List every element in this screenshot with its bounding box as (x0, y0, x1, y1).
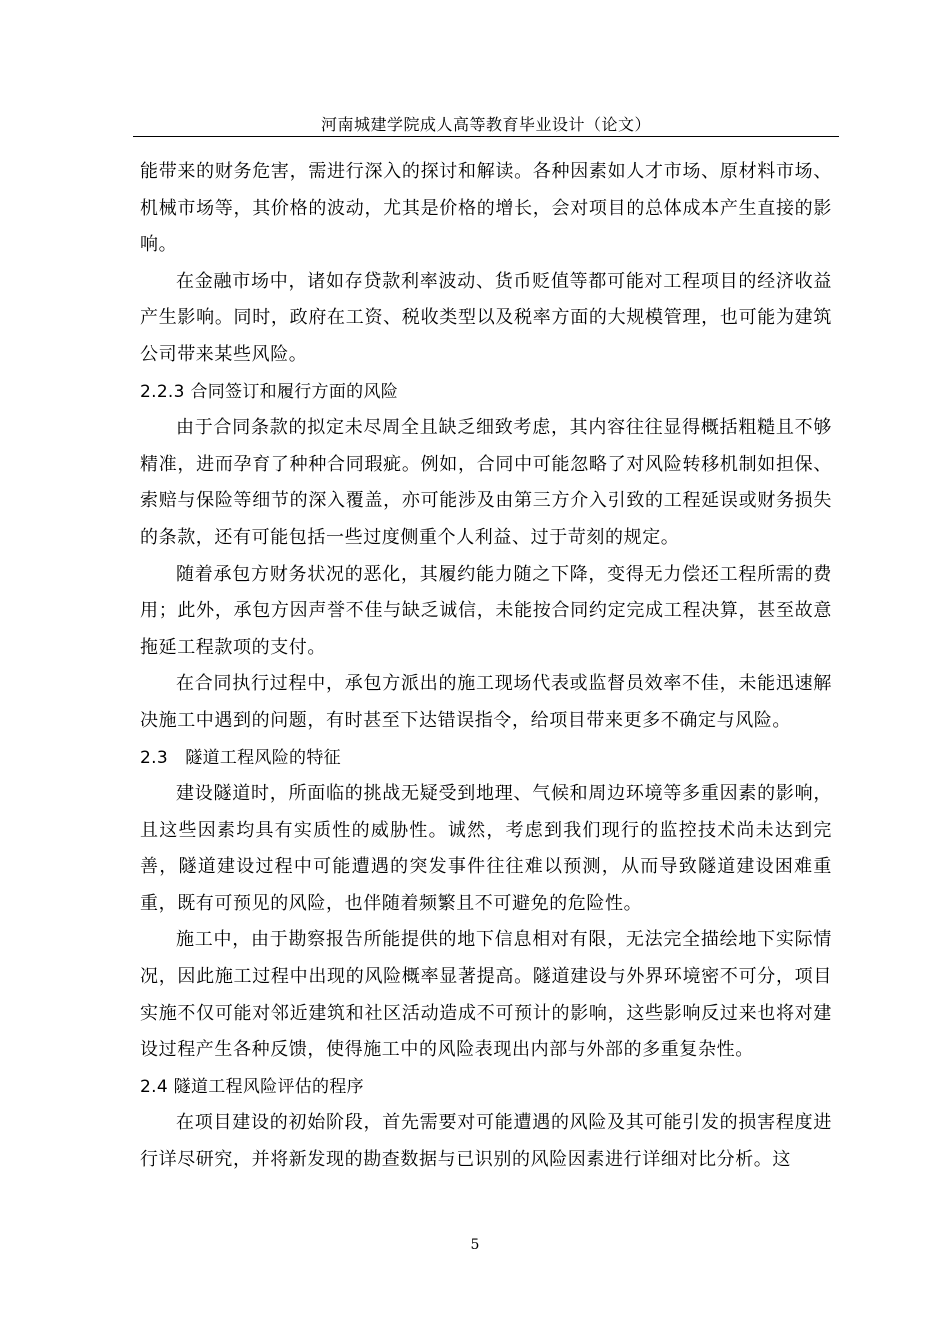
paragraph-assessment-procedure: 在项目建设的初始阶段，首先需要对可能遭遇的风险及其可能引发的损害程度进行详尽研究，并将新发现的勘查数据与已识别的风险因素进行详细对比分析。这 (140, 1112, 832, 1171)
section-heading-2-4: 2.4 隧道工程风险评估的程序 (140, 1076, 364, 1097)
page-number: 5 (470, 1237, 480, 1253)
paragraph-contract-execution: 在合同执行过程中，承包方派出的施工现场代表或监督员效率不佳，未能迅速解决施工中遇到的问题，有时甚至下达错误指令，给项目带来更多不确定与风险。 (140, 673, 832, 731)
document-body (140, 154, 832, 1179)
paragraph-construction-risk: 施工中，由于勘察报告所能提供的地下信息相对有限，无法完全描绘地下实际情况，因此施工过程中出现的风险概率显著提高。隧道建设与外界环境密不可分，项目实施不仅可能对邻近建筑和社区活动造成不可预计的影响，这些影响反过来也将对建设过程产生各种反馈，使得施工中的风险表现出内部与外部的多重复杂性。 (140, 929, 832, 1061)
section-heading-2-2-3: 2.2.3 合同签订和履行方面的风险 (140, 381, 399, 402)
paragraph-contractor-finance: 随着承包方财务状况的恶化，其履约能力随之下降，变得无力偿还工程所需的费用；此外，承包方因声誉不佳与缺乏诚信，未能按合同约定完成工程决算，甚至故意拖延工程款项的支付。 (140, 563, 832, 658)
paragraph-financial-market: 在金融市场中，诸如存贷款利率波动、货币贬值等都可能对工程项目的经济收益产生影响。同时，政府在工资、税收类型以及税率方面的大规模管理，也可能为建筑公司带来某些风险。 (140, 270, 832, 365)
paragraph-tunnel-challenges: 建设隧道时，所面临的挑战无疑受到地理、气候和周边环境等多重因素的影响，且这些因素均具有实质性的威胁性。诚然，考虑到我们现行的监控技术尚未达到完善，隧道建设过程中可能遭遇的突发事件往往难以预测，从而导致隧道建设困难重重，既有可预见的风险，也伴随着频繁且不可避免的危险性。 (140, 783, 832, 914)
paragraph-continued: 能带来的财务危害，需进行深入的探讨和解读。各种因素如人才市场、原材料市场、机械市场等，其价格的波动，尤其是价格的增长，会对项目的总体成本产生直接的影响。 (140, 161, 832, 256)
section-heading-2-3: 2.3 隧道工程风险的特征 (140, 747, 341, 768)
paragraph-contract-clauses: 由于合同条款的拟定未尽周全且缺乏细致考虑，其内容往往显得概括粗糙且不够精准，进而孕育了种种合同瑕疵。例如，合同中可能忽略了对风险转移机制如担保、索赔与保险等细节的深入覆盖，亦可能涉及由第三方介入引致的工程延误或财务损失的条款，还有可能包括一些过度侧重个人利益、过于苛刻的规定。 (140, 417, 832, 548)
running-header: 河南城建学院成人高等教育毕业设计（论文） (133, 114, 839, 137)
